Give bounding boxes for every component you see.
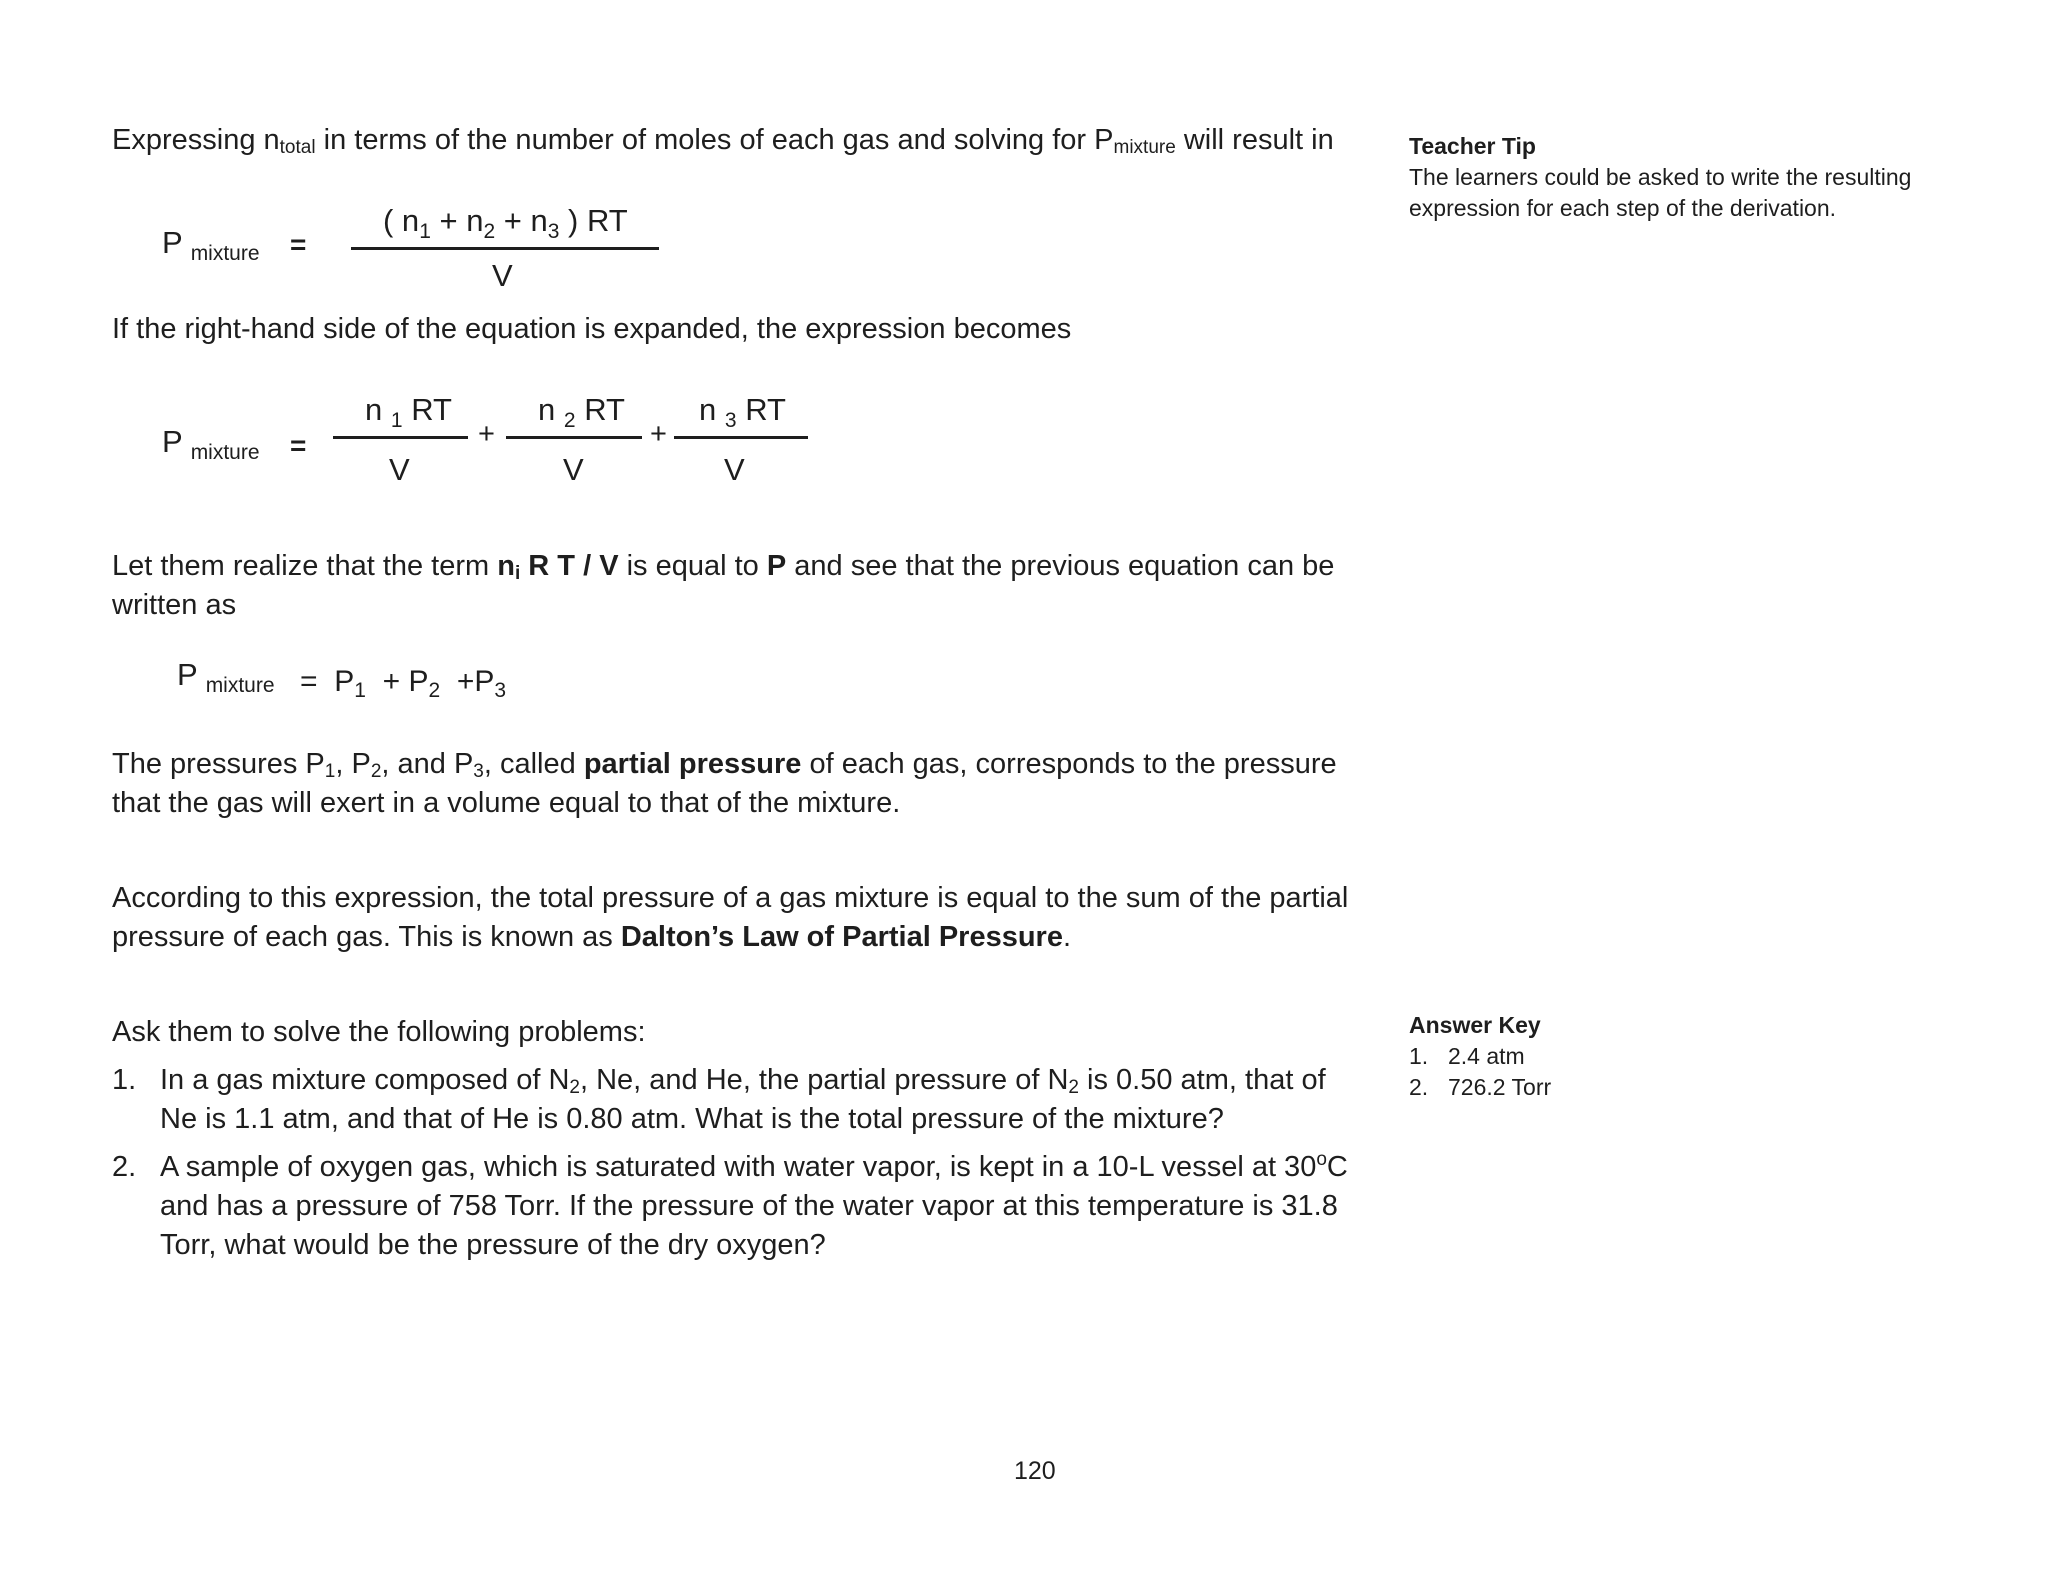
problem-item: [112, 1148, 1352, 1265]
eq1-p: P: [162, 225, 183, 260]
intro-text-2: in terms of the number of moles of each gas and solving for P: [315, 124, 1114, 156]
answer-value: 2.4 atm: [1448, 1043, 1525, 1069]
eq2-sub2: 2: [563, 409, 576, 433]
eq2-term1-numerator: [365, 392, 452, 439]
eq2-n: n: [538, 392, 556, 427]
eq2-n: n: [365, 392, 383, 427]
problem-number: 2.: [112, 1151, 137, 1183]
partial-text: The pressures P: [112, 748, 325, 780]
answer-key-title: Answer Key: [1409, 1012, 1541, 1038]
problem-text: is 0.50 atm, that of Ne is 1.1 atm, and that of He is 0.80 atm. What is the total pressure of the mixture?: [160, 1064, 1326, 1135]
problem-number: 1.: [112, 1064, 137, 1096]
eq2-term2-numerator: [538, 392, 625, 439]
eq2-lhs: [162, 424, 260, 471]
intro-text-3: will result in: [1175, 124, 1334, 156]
eq3-sub1: 1: [354, 679, 366, 702]
eq3-sub3: 3: [494, 679, 507, 702]
intro-text-1: Expressing n: [112, 124, 280, 156]
answer-item: [1409, 1041, 1969, 1072]
eq2-p: P: [162, 424, 183, 459]
eq2-term3-bar: [674, 436, 808, 439]
problem-text: , Ne, and He, the partial pressure of N: [580, 1064, 1069, 1096]
eq1-equals: =: [290, 229, 307, 260]
term-n: n: [497, 550, 515, 582]
partial-pressure-paragraph: [112, 745, 1377, 823]
term-rest: R T / V: [520, 550, 619, 582]
eq1-p-subscript: mixture: [190, 242, 260, 266]
eq3-lhs: [177, 657, 275, 704]
partial-sub3: 3: [473, 761, 484, 782]
eq2-rt: RT: [584, 392, 625, 427]
eq2-term2-bar: [506, 436, 642, 439]
dalton-paragraph: [112, 879, 1377, 957]
eq3-p3: P: [474, 665, 495, 698]
partial-sub2: 2: [370, 761, 382, 782]
answer-number: 1.: [1409, 1043, 1429, 1069]
partial-text: , called: [483, 748, 584, 780]
subscript-total: total: [279, 137, 316, 158]
eq1-fraction-bar: [351, 247, 659, 250]
eq1-numerator: [383, 203, 628, 250]
subscript-mixture: mixture: [1113, 137, 1176, 158]
dalton-text: According to this expression, the total pressure of a gas mixture is equal to the sum of the partial pressure of each gas. This is known as: [112, 882, 1349, 953]
eq1-n1-subscript: 1: [419, 220, 431, 244]
eq2-term1-denominator: V: [389, 452, 410, 487]
eq3-sub2: 2: [428, 679, 441, 702]
problem-item: [112, 1061, 1352, 1139]
eq3-plus: +: [456, 665, 475, 698]
realize-text-3: and see that the previous equation can be written as: [112, 550, 1335, 621]
partial-text: , P: [335, 748, 371, 780]
answer-number: 2.: [1409, 1074, 1429, 1100]
eq2-sub1: 1: [390, 409, 403, 433]
eq3-p1: P: [334, 665, 355, 698]
intro-paragraph: [112, 121, 1377, 160]
eq2-rt: RT: [411, 392, 452, 427]
problem-list: [112, 1061, 1352, 1274]
problem-subscript: 2: [569, 1077, 580, 1098]
eq2-term3-denominator: V: [724, 452, 745, 487]
realize-paragraph: [112, 547, 1377, 625]
answer-value: 726.2 Torr: [1448, 1074, 1552, 1100]
partial-text: , and P: [381, 748, 474, 780]
problems-intro: Ask them to solve the following problems:: [112, 1016, 646, 1048]
eq2-term1-bar: [333, 436, 468, 439]
degree-superscript: o: [1316, 1149, 1327, 1170]
term-partial-pressure: partial pressure: [583, 748, 802, 780]
term-i-subscript: i: [514, 563, 521, 584]
answer-item: [1409, 1072, 1969, 1103]
partial-text: of each gas, corresponds to the pressure that the gas will exert in a volume equal to that of the mixture.: [112, 748, 1337, 819]
answer-key: [1409, 1010, 1969, 1103]
page-number: 120: [1014, 1457, 1056, 1485]
eq1-num-part: ( n: [383, 203, 420, 238]
eq2-plus-2: +: [650, 418, 667, 450]
realize-text-2: is equal to: [618, 550, 767, 582]
eq1-denominator: V: [492, 258, 513, 293]
problem-text: A sample of oxygen gas, which is saturated with water vapor, is kept in a 10-L vessel at 30: [160, 1151, 1317, 1183]
eq1-num-part: + n: [430, 203, 484, 238]
expanded-paragraph: If the right-hand side of the equation is expanded, the expression becomes: [112, 313, 1072, 345]
eq3-p: P: [177, 657, 198, 692]
problem-subscript: 2: [1068, 1077, 1079, 1098]
eq2-n: n: [699, 392, 717, 427]
teacher-tip-title: Teacher Tip: [1409, 133, 1536, 159]
eq2-term3-numerator: [699, 392, 786, 439]
eq2-sub3: 3: [724, 409, 737, 433]
term-nirt-v: [497, 550, 618, 582]
realize-text-1: Let them realize that the term: [112, 550, 498, 582]
eq3-p-subscript: mixture: [205, 674, 275, 698]
eq2-p-subscript: mixture: [190, 441, 260, 465]
partial-sub1: 1: [324, 761, 336, 782]
teacher-tip: [1409, 131, 1969, 224]
eq3-equals: =: [300, 665, 318, 698]
eq1-lhs: [162, 225, 260, 272]
eq1-n2-subscript: 2: [483, 220, 496, 244]
term-daltons-law: Dalton’s Law of Partial Pressure: [620, 921, 1063, 953]
eq3-rhs: [300, 664, 506, 700]
eq1-num-part: ) RT: [559, 203, 628, 238]
problem-text: C and has a pressure of 758 Torr. If the pressure of the water vapor at this temperature is 31.8 Torr, what would be the pressure of the dry oxygen?: [160, 1151, 1348, 1261]
answer-list: [1409, 1041, 1969, 1103]
eq3-plus: +: [382, 665, 409, 698]
problem-text: In a gas mixture composed of N: [160, 1064, 570, 1096]
teacher-tip-body: The learners could be asked to write the resulting expression for each step of the derivation.: [1409, 164, 1912, 221]
eq2-rt: RT: [745, 392, 786, 427]
eq3-p2: P: [408, 665, 429, 698]
eq1-num-part: + n: [495, 203, 548, 238]
term-p: P: [766, 550, 787, 582]
eq2-term2-denominator: V: [563, 452, 584, 487]
eq2-equals: =: [290, 430, 307, 461]
eq1-n3-subscript: 3: [547, 220, 560, 244]
dalton-text: .: [1062, 921, 1072, 953]
eq2-plus-1: +: [478, 418, 495, 450]
